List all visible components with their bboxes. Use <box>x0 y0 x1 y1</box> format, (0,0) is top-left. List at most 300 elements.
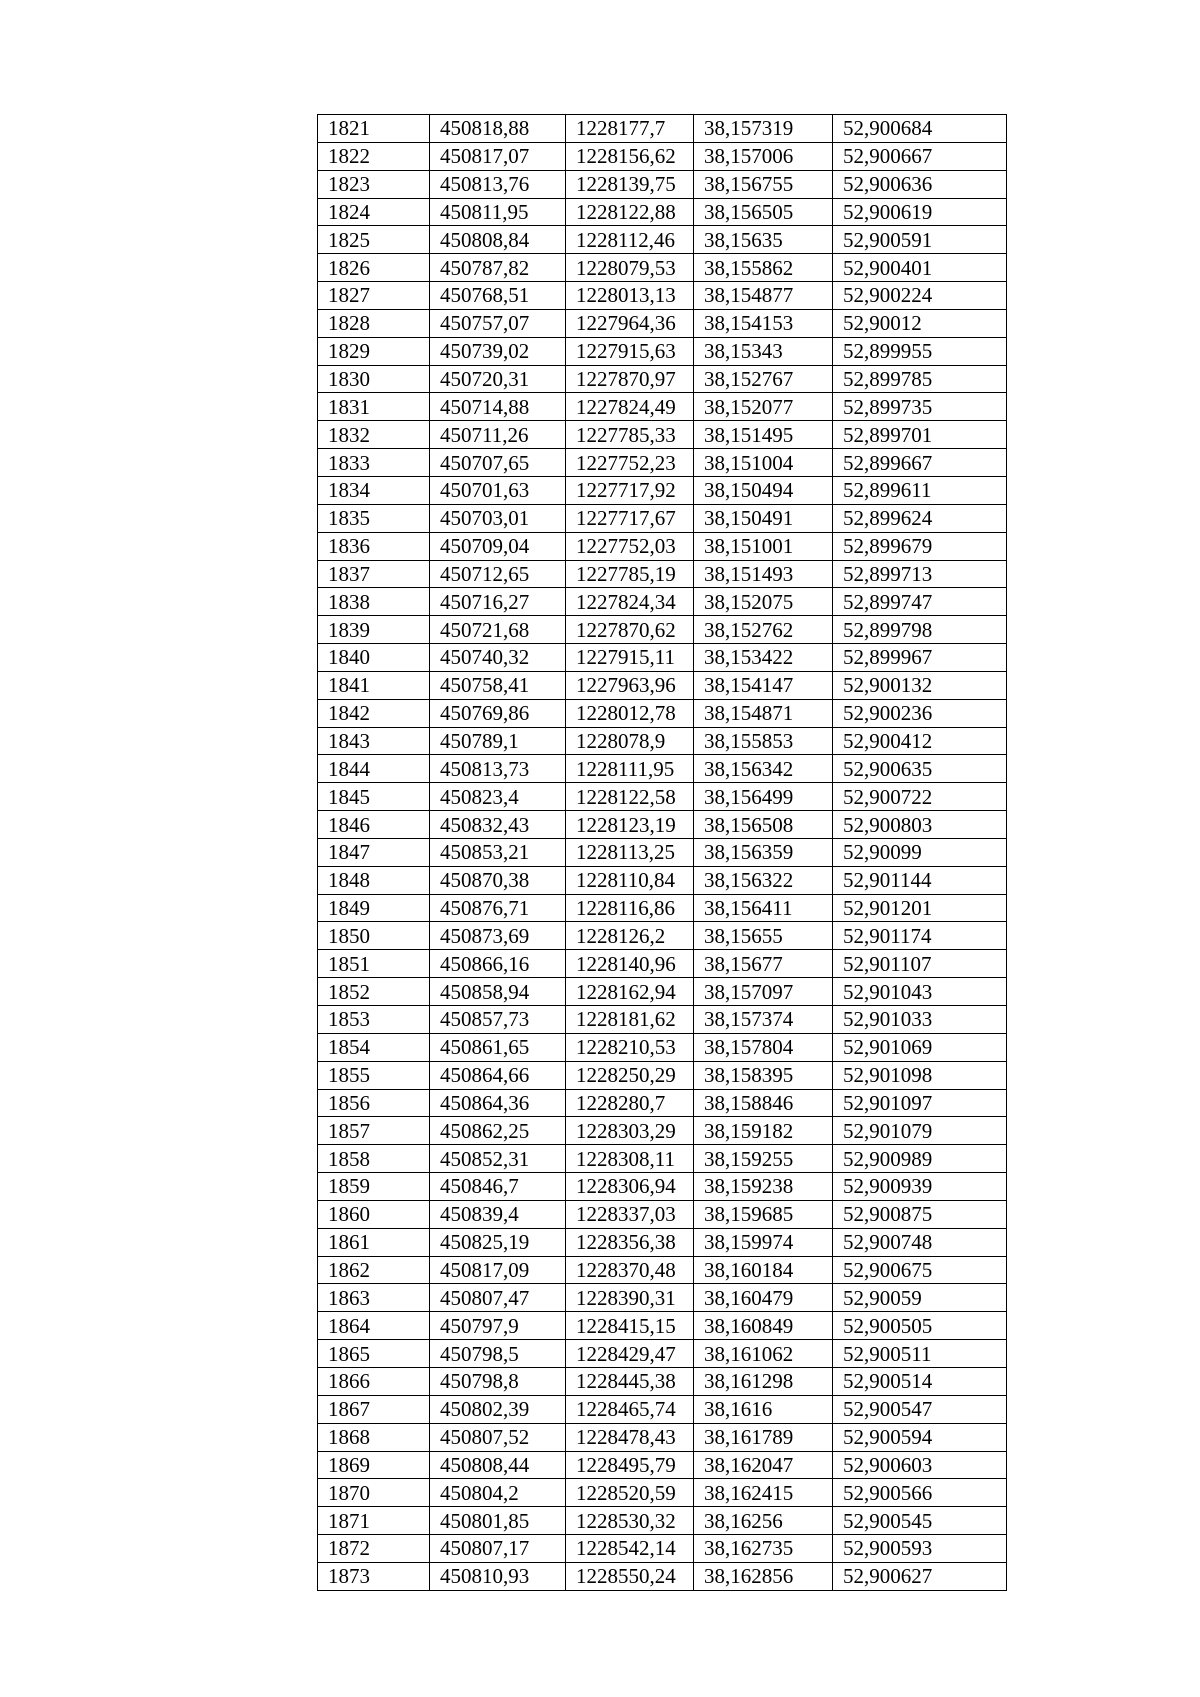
latitude-cell: 52,900875 <box>833 1200 1007 1228</box>
y-coordinate-cell: 1227717,67 <box>566 504 694 532</box>
coordinates-table <box>317 114 1007 1591</box>
point-number-cell: 1830 <box>318 365 430 393</box>
table-row <box>318 170 1007 198</box>
x-coordinate-cell: 450813,73 <box>430 755 566 783</box>
longitude-cell: 38,156508 <box>694 811 833 839</box>
y-coordinate-cell: 1228123,19 <box>566 811 694 839</box>
point-number-cell: 1865 <box>318 1340 430 1368</box>
x-coordinate-cell: 450798,8 <box>430 1367 566 1395</box>
point-number-cell: 1849 <box>318 894 430 922</box>
x-coordinate-cell: 450864,66 <box>430 1061 566 1089</box>
point-number-cell: 1868 <box>318 1423 430 1451</box>
latitude-cell: 52,899667 <box>833 449 1007 477</box>
point-number-cell: 1867 <box>318 1395 430 1423</box>
table-row <box>318 504 1007 532</box>
y-coordinate-cell: 1228013,13 <box>566 282 694 310</box>
y-coordinate-cell: 1227915,11 <box>566 644 694 672</box>
table-row <box>318 282 1007 310</box>
longitude-cell: 38,156322 <box>694 866 833 894</box>
x-coordinate-cell: 450857,73 <box>430 1006 566 1034</box>
table-row <box>318 783 1007 811</box>
y-coordinate-cell: 1228122,88 <box>566 198 694 226</box>
longitude-cell: 38,156755 <box>694 170 833 198</box>
table-row <box>318 337 1007 365</box>
latitude-cell: 52,900722 <box>833 783 1007 811</box>
longitude-cell: 38,16256 <box>694 1507 833 1535</box>
longitude-cell: 38,160184 <box>694 1256 833 1284</box>
table-row <box>318 644 1007 672</box>
x-coordinate-cell: 450787,82 <box>430 254 566 282</box>
table-row <box>318 1395 1007 1423</box>
longitude-cell: 38,150494 <box>694 476 833 504</box>
latitude-cell: 52,900236 <box>833 699 1007 727</box>
y-coordinate-cell: 1228550,24 <box>566 1562 694 1590</box>
y-coordinate-cell: 1227824,49 <box>566 393 694 421</box>
latitude-cell: 52,900635 <box>833 755 1007 783</box>
x-coordinate-cell: 450703,01 <box>430 504 566 532</box>
table-row <box>318 1562 1007 1590</box>
latitude-cell: 52,900566 <box>833 1479 1007 1507</box>
x-coordinate-cell: 450757,07 <box>430 309 566 337</box>
y-coordinate-cell: 1228110,84 <box>566 866 694 894</box>
longitude-cell: 38,150491 <box>694 504 833 532</box>
latitude-cell: 52,90099 <box>833 838 1007 866</box>
longitude-cell: 38,159238 <box>694 1173 833 1201</box>
x-coordinate-cell: 450798,5 <box>430 1340 566 1368</box>
latitude-cell: 52,900939 <box>833 1173 1007 1201</box>
longitude-cell: 38,162856 <box>694 1562 833 1590</box>
point-number-cell: 1857 <box>318 1117 430 1145</box>
point-number-cell: 1864 <box>318 1312 430 1340</box>
table-row <box>318 1507 1007 1535</box>
longitude-cell: 38,15635 <box>694 226 833 254</box>
point-number-cell: 1848 <box>318 866 430 894</box>
table-row <box>318 365 1007 393</box>
x-coordinate-cell: 450808,44 <box>430 1451 566 1479</box>
x-coordinate-cell: 450839,4 <box>430 1200 566 1228</box>
x-coordinate-cell: 450712,65 <box>430 560 566 588</box>
longitude-cell: 38,151493 <box>694 560 833 588</box>
longitude-cell: 38,152075 <box>694 588 833 616</box>
latitude-cell: 52,901174 <box>833 922 1007 950</box>
table-row <box>318 727 1007 755</box>
x-coordinate-cell: 450769,86 <box>430 699 566 727</box>
x-coordinate-cell: 450714,88 <box>430 393 566 421</box>
table-row <box>318 866 1007 894</box>
point-number-cell: 1836 <box>318 532 430 560</box>
table-row <box>318 922 1007 950</box>
latitude-cell: 52,900224 <box>833 282 1007 310</box>
latitude-cell: 52,901201 <box>833 894 1007 922</box>
point-number-cell: 1863 <box>318 1284 430 1312</box>
latitude-cell: 52,900636 <box>833 170 1007 198</box>
x-coordinate-cell: 450853,21 <box>430 838 566 866</box>
latitude-cell: 52,900667 <box>833 142 1007 170</box>
x-coordinate-cell: 450801,85 <box>430 1507 566 1535</box>
y-coordinate-cell: 1228210,53 <box>566 1033 694 1061</box>
point-number-cell: 1856 <box>318 1089 430 1117</box>
y-coordinate-cell: 1228181,62 <box>566 1006 694 1034</box>
table-row <box>318 1117 1007 1145</box>
y-coordinate-cell: 1227785,33 <box>566 421 694 449</box>
y-coordinate-cell: 1228162,94 <box>566 978 694 1006</box>
x-coordinate-cell: 450701,63 <box>430 476 566 504</box>
latitude-cell: 52,901043 <box>833 978 1007 1006</box>
y-coordinate-cell: 1228542,14 <box>566 1535 694 1563</box>
table-row <box>318 811 1007 839</box>
table-row <box>318 421 1007 449</box>
coordinates-table-body <box>318 115 1007 1591</box>
latitude-cell: 52,901097 <box>833 1089 1007 1117</box>
latitude-cell: 52,90012 <box>833 309 1007 337</box>
table-row <box>318 115 1007 143</box>
longitude-cell: 38,154147 <box>694 671 833 699</box>
longitude-cell: 38,157319 <box>694 115 833 143</box>
x-coordinate-cell: 450810,93 <box>430 1562 566 1590</box>
y-coordinate-cell: 1228478,43 <box>566 1423 694 1451</box>
longitude-cell: 38,162415 <box>694 1479 833 1507</box>
point-number-cell: 1835 <box>318 504 430 532</box>
x-coordinate-cell: 450813,76 <box>430 170 566 198</box>
x-coordinate-cell: 450811,95 <box>430 198 566 226</box>
latitude-cell: 52,899624 <box>833 504 1007 532</box>
table-row <box>318 1145 1007 1173</box>
table-row <box>318 588 1007 616</box>
point-number-cell: 1860 <box>318 1200 430 1228</box>
point-number-cell: 1824 <box>318 198 430 226</box>
y-coordinate-cell: 1228122,58 <box>566 783 694 811</box>
point-number-cell: 1839 <box>318 616 430 644</box>
y-coordinate-cell: 1228177,7 <box>566 115 694 143</box>
point-number-cell: 1854 <box>318 1033 430 1061</box>
x-coordinate-cell: 450862,25 <box>430 1117 566 1145</box>
longitude-cell: 38,154153 <box>694 309 833 337</box>
point-number-cell: 1841 <box>318 671 430 699</box>
longitude-cell: 38,151001 <box>694 532 833 560</box>
point-number-cell: 1853 <box>318 1006 430 1034</box>
table-row <box>318 950 1007 978</box>
y-coordinate-cell: 1228280,7 <box>566 1089 694 1117</box>
point-number-cell: 1828 <box>318 309 430 337</box>
x-coordinate-cell: 450876,71 <box>430 894 566 922</box>
table-row <box>318 532 1007 560</box>
table-row <box>318 393 1007 421</box>
y-coordinate-cell: 1228337,03 <box>566 1200 694 1228</box>
table-row <box>318 1367 1007 1395</box>
longitude-cell: 38,158846 <box>694 1089 833 1117</box>
y-coordinate-cell: 1228156,62 <box>566 142 694 170</box>
latitude-cell: 52,901079 <box>833 1117 1007 1145</box>
latitude-cell: 52,899679 <box>833 532 1007 560</box>
longitude-cell: 38,158395 <box>694 1061 833 1089</box>
y-coordinate-cell: 1228126,2 <box>566 922 694 950</box>
x-coordinate-cell: 450861,65 <box>430 1033 566 1061</box>
table-row <box>318 560 1007 588</box>
longitude-cell: 38,156505 <box>694 198 833 226</box>
point-number-cell: 1821 <box>318 115 430 143</box>
point-number-cell: 1822 <box>318 142 430 170</box>
longitude-cell: 38,157804 <box>694 1033 833 1061</box>
longitude-cell: 38,152762 <box>694 616 833 644</box>
latitude-cell: 52,901069 <box>833 1033 1007 1061</box>
point-number-cell: 1843 <box>318 727 430 755</box>
longitude-cell: 38,157374 <box>694 1006 833 1034</box>
latitude-cell: 52,899735 <box>833 393 1007 421</box>
y-coordinate-cell: 1228520,59 <box>566 1479 694 1507</box>
latitude-cell: 52,899967 <box>833 644 1007 672</box>
longitude-cell: 38,157006 <box>694 142 833 170</box>
x-coordinate-cell: 450709,04 <box>430 532 566 560</box>
longitude-cell: 38,15655 <box>694 922 833 950</box>
longitude-cell: 38,151495 <box>694 421 833 449</box>
longitude-cell: 38,155853 <box>694 727 833 755</box>
point-number-cell: 1833 <box>318 449 430 477</box>
point-number-cell: 1840 <box>318 644 430 672</box>
latitude-cell: 52,90059 <box>833 1284 1007 1312</box>
latitude-cell: 52,900675 <box>833 1256 1007 1284</box>
x-coordinate-cell: 450852,31 <box>430 1145 566 1173</box>
point-number-cell: 1831 <box>318 393 430 421</box>
y-coordinate-cell: 1228140,96 <box>566 950 694 978</box>
y-coordinate-cell: 1228078,9 <box>566 727 694 755</box>
table-row <box>318 1284 1007 1312</box>
y-coordinate-cell: 1227870,62 <box>566 616 694 644</box>
longitude-cell: 38,160849 <box>694 1312 833 1340</box>
point-number-cell: 1832 <box>318 421 430 449</box>
y-coordinate-cell: 1228530,32 <box>566 1507 694 1535</box>
table-row <box>318 449 1007 477</box>
latitude-cell: 52,900684 <box>833 115 1007 143</box>
latitude-cell: 52,900593 <box>833 1535 1007 1563</box>
table-row <box>318 1256 1007 1284</box>
point-number-cell: 1847 <box>318 838 430 866</box>
x-coordinate-cell: 450846,7 <box>430 1173 566 1201</box>
y-coordinate-cell: 1228111,95 <box>566 755 694 783</box>
y-coordinate-cell: 1228113,25 <box>566 838 694 866</box>
table-row <box>318 699 1007 727</box>
table-row <box>318 1423 1007 1451</box>
latitude-cell: 52,901098 <box>833 1061 1007 1089</box>
longitude-cell: 38,160479 <box>694 1284 833 1312</box>
x-coordinate-cell: 450817,07 <box>430 142 566 170</box>
longitude-cell: 38,156499 <box>694 783 833 811</box>
longitude-cell: 38,153422 <box>694 644 833 672</box>
latitude-cell: 52,900627 <box>833 1562 1007 1590</box>
y-coordinate-cell: 1228390,31 <box>566 1284 694 1312</box>
longitude-cell: 38,159255 <box>694 1145 833 1173</box>
point-number-cell: 1872 <box>318 1535 430 1563</box>
table-row <box>318 309 1007 337</box>
longitude-cell: 38,159974 <box>694 1228 833 1256</box>
x-coordinate-cell: 450721,68 <box>430 616 566 644</box>
point-number-cell: 1855 <box>318 1061 430 1089</box>
latitude-cell: 52,900619 <box>833 198 1007 226</box>
longitude-cell: 38,159182 <box>694 1117 833 1145</box>
latitude-cell: 52,900748 <box>833 1228 1007 1256</box>
table-row <box>318 1535 1007 1563</box>
longitude-cell: 38,1616 <box>694 1395 833 1423</box>
table-row <box>318 142 1007 170</box>
latitude-cell: 52,899701 <box>833 421 1007 449</box>
point-number-cell: 1829 <box>318 337 430 365</box>
latitude-cell: 52,900401 <box>833 254 1007 282</box>
point-number-cell: 1850 <box>318 922 430 950</box>
latitude-cell: 52,900591 <box>833 226 1007 254</box>
table-row <box>318 1173 1007 1201</box>
latitude-cell: 52,901144 <box>833 866 1007 894</box>
table-row <box>318 894 1007 922</box>
table-row <box>318 1089 1007 1117</box>
x-coordinate-cell: 450808,84 <box>430 226 566 254</box>
point-number-cell: 1834 <box>318 476 430 504</box>
latitude-cell: 52,900132 <box>833 671 1007 699</box>
point-number-cell: 1873 <box>318 1562 430 1590</box>
y-coordinate-cell: 1228308,11 <box>566 1145 694 1173</box>
y-coordinate-cell: 1228465,74 <box>566 1395 694 1423</box>
y-coordinate-cell: 1227964,36 <box>566 309 694 337</box>
latitude-cell: 52,900803 <box>833 811 1007 839</box>
point-number-cell: 1870 <box>318 1479 430 1507</box>
x-coordinate-cell: 450870,38 <box>430 866 566 894</box>
table-row <box>318 671 1007 699</box>
x-coordinate-cell: 450739,02 <box>430 337 566 365</box>
point-number-cell: 1866 <box>318 1367 430 1395</box>
longitude-cell: 38,161298 <box>694 1367 833 1395</box>
table-row <box>318 1479 1007 1507</box>
latitude-cell: 52,900412 <box>833 727 1007 755</box>
longitude-cell: 38,159685 <box>694 1200 833 1228</box>
point-number-cell: 1838 <box>318 588 430 616</box>
y-coordinate-cell: 1227915,63 <box>566 337 694 365</box>
longitude-cell: 38,161062 <box>694 1340 833 1368</box>
y-coordinate-cell: 1227717,92 <box>566 476 694 504</box>
x-coordinate-cell: 450818,88 <box>430 115 566 143</box>
longitude-cell: 38,15677 <box>694 950 833 978</box>
point-number-cell: 1842 <box>318 699 430 727</box>
x-coordinate-cell: 450768,51 <box>430 282 566 310</box>
table-row <box>318 1006 1007 1034</box>
table-row <box>318 198 1007 226</box>
point-number-cell: 1823 <box>318 170 430 198</box>
longitude-cell: 38,154877 <box>694 282 833 310</box>
x-coordinate-cell: 450864,36 <box>430 1089 566 1117</box>
latitude-cell: 52,899798 <box>833 616 1007 644</box>
y-coordinate-cell: 1227752,23 <box>566 449 694 477</box>
point-number-cell: 1826 <box>318 254 430 282</box>
y-coordinate-cell: 1227752,03 <box>566 532 694 560</box>
y-coordinate-cell: 1228079,53 <box>566 254 694 282</box>
y-coordinate-cell: 1228116,86 <box>566 894 694 922</box>
point-number-cell: 1861 <box>318 1228 430 1256</box>
x-coordinate-cell: 450797,9 <box>430 1312 566 1340</box>
y-coordinate-cell: 1228415,15 <box>566 1312 694 1340</box>
point-number-cell: 1837 <box>318 560 430 588</box>
y-coordinate-cell: 1228429,47 <box>566 1340 694 1368</box>
longitude-cell: 38,157097 <box>694 978 833 1006</box>
longitude-cell: 38,161789 <box>694 1423 833 1451</box>
x-coordinate-cell: 450711,26 <box>430 421 566 449</box>
longitude-cell: 38,156411 <box>694 894 833 922</box>
y-coordinate-cell: 1227963,96 <box>566 671 694 699</box>
latitude-cell: 52,900505 <box>833 1312 1007 1340</box>
x-coordinate-cell: 450817,09 <box>430 1256 566 1284</box>
point-number-cell: 1859 <box>318 1173 430 1201</box>
x-coordinate-cell: 450804,2 <box>430 1479 566 1507</box>
y-coordinate-cell: 1227785,19 <box>566 560 694 588</box>
latitude-cell: 52,900545 <box>833 1507 1007 1535</box>
latitude-cell: 52,900511 <box>833 1340 1007 1368</box>
point-number-cell: 1825 <box>318 226 430 254</box>
table-row <box>318 755 1007 783</box>
point-number-cell: 1871 <box>318 1507 430 1535</box>
longitude-cell: 38,151004 <box>694 449 833 477</box>
longitude-cell: 38,152767 <box>694 365 833 393</box>
point-number-cell: 1827 <box>318 282 430 310</box>
point-number-cell: 1869 <box>318 1451 430 1479</box>
latitude-cell: 52,900989 <box>833 1145 1007 1173</box>
longitude-cell: 38,152077 <box>694 393 833 421</box>
y-coordinate-cell: 1228012,78 <box>566 699 694 727</box>
x-coordinate-cell: 450858,94 <box>430 978 566 1006</box>
x-coordinate-cell: 450758,41 <box>430 671 566 699</box>
x-coordinate-cell: 450807,52 <box>430 1423 566 1451</box>
table-row <box>318 1312 1007 1340</box>
y-coordinate-cell: 1227870,97 <box>566 365 694 393</box>
table-row <box>318 616 1007 644</box>
latitude-cell: 52,899713 <box>833 560 1007 588</box>
latitude-cell: 52,899785 <box>833 365 1007 393</box>
latitude-cell: 52,901107 <box>833 950 1007 978</box>
latitude-cell: 52,901033 <box>833 1006 1007 1034</box>
longitude-cell: 38,154871 <box>694 699 833 727</box>
y-coordinate-cell: 1227824,34 <box>566 588 694 616</box>
longitude-cell: 38,156342 <box>694 755 833 783</box>
latitude-cell: 52,900547 <box>833 1395 1007 1423</box>
table-row <box>318 1061 1007 1089</box>
y-coordinate-cell: 1228445,38 <box>566 1367 694 1395</box>
x-coordinate-cell: 450873,69 <box>430 922 566 950</box>
longitude-cell: 38,156359 <box>694 838 833 866</box>
x-coordinate-cell: 450707,65 <box>430 449 566 477</box>
x-coordinate-cell: 450832,43 <box>430 811 566 839</box>
y-coordinate-cell: 1228139,75 <box>566 170 694 198</box>
x-coordinate-cell: 450823,4 <box>430 783 566 811</box>
table-row <box>318 1033 1007 1061</box>
table-row <box>318 1340 1007 1368</box>
x-coordinate-cell: 450789,1 <box>430 727 566 755</box>
table-row <box>318 1228 1007 1256</box>
longitude-cell: 38,162735 <box>694 1535 833 1563</box>
point-number-cell: 1858 <box>318 1145 430 1173</box>
y-coordinate-cell: 1228495,79 <box>566 1451 694 1479</box>
x-coordinate-cell: 450720,31 <box>430 365 566 393</box>
x-coordinate-cell: 450740,32 <box>430 644 566 672</box>
x-coordinate-cell: 450716,27 <box>430 588 566 616</box>
table-row <box>318 838 1007 866</box>
latitude-cell: 52,900594 <box>833 1423 1007 1451</box>
x-coordinate-cell: 450802,39 <box>430 1395 566 1423</box>
table-row <box>318 254 1007 282</box>
longitude-cell: 38,155862 <box>694 254 833 282</box>
y-coordinate-cell: 1228112,46 <box>566 226 694 254</box>
y-coordinate-cell: 1228370,48 <box>566 1256 694 1284</box>
table-row <box>318 1200 1007 1228</box>
latitude-cell: 52,900514 <box>833 1367 1007 1395</box>
point-number-cell: 1845 <box>318 783 430 811</box>
latitude-cell: 52,899747 <box>833 588 1007 616</box>
y-coordinate-cell: 1228303,29 <box>566 1117 694 1145</box>
longitude-cell: 38,162047 <box>694 1451 833 1479</box>
